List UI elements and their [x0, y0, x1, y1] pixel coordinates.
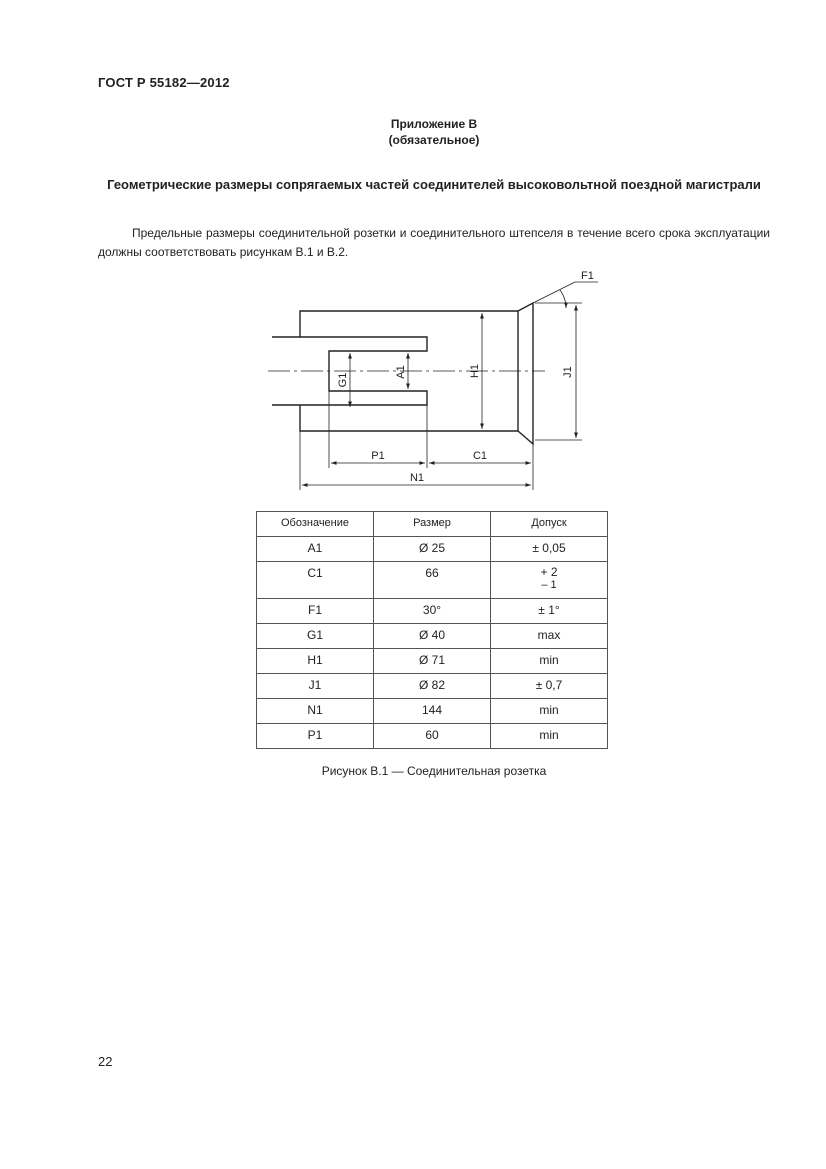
dimensions-table-wrap: [256, 511, 608, 749]
cell-tolerance: max: [491, 624, 608, 649]
label-a1: A1: [395, 365, 407, 379]
page-number: 22: [98, 1054, 113, 1069]
table-row: [257, 649, 608, 674]
appendix-status: (обязательное): [388, 133, 480, 147]
label-f1: F1: [581, 270, 594, 282]
cell-designation: J1: [257, 674, 374, 699]
cell-designation: F1: [257, 599, 374, 624]
cell-tolerance: ± 0,7: [491, 674, 608, 699]
cell-tolerance: [491, 562, 608, 599]
cell-size: Ø 71: [374, 649, 491, 674]
cell-designation: N1: [257, 699, 374, 724]
label-j1: J1: [562, 366, 574, 378]
cell-designation: A1: [257, 537, 374, 562]
tolerance-lower: – 1: [541, 579, 557, 591]
cell-size: 30°: [374, 599, 491, 624]
table-row: [257, 724, 608, 749]
header-size: Размер: [374, 512, 491, 537]
cell-tolerance: ± 0,05: [491, 537, 608, 562]
table-row: [257, 562, 608, 599]
table-row: [257, 537, 608, 562]
appendix-title: Приложение В: [390, 117, 478, 131]
table-row: [257, 699, 608, 724]
table-row: [257, 624, 608, 649]
label-h1: H1: [469, 363, 481, 379]
table-header-row: [257, 512, 608, 537]
label-g1: G1: [337, 372, 349, 388]
cell-designation: C1: [257, 562, 374, 599]
cell-tolerance: ± 1°: [491, 599, 608, 624]
document-header: ГОСТ Р 55182—2012: [98, 75, 230, 90]
section-heading: Геометрические размеры сопрягаемых частей соединителей высоковольтной поездной магистрали: [107, 177, 761, 192]
cell-tolerance: min: [491, 699, 608, 724]
header-designation: Обозначение: [257, 512, 374, 537]
cell-size: Ø 40: [374, 624, 491, 649]
cell-size: 60: [374, 724, 491, 749]
label-n1: N1: [409, 472, 425, 484]
cell-size: Ø 82: [374, 674, 491, 699]
label-c1: C1: [472, 450, 488, 462]
table-row: [257, 674, 608, 699]
cell-designation: G1: [257, 624, 374, 649]
dimensions-table: [256, 511, 608, 749]
cell-size: Ø 25: [374, 537, 491, 562]
tolerance-upper: + 2: [540, 565, 558, 579]
cell-size: 66: [374, 562, 491, 599]
figure-caption: Рисунок В.1 — Соединительная розетка: [321, 764, 547, 778]
label-p1: P1: [371, 450, 385, 462]
cell-designation: P1: [257, 724, 374, 749]
cell-size: 144: [374, 699, 491, 724]
dimension-labels: [337, 270, 594, 484]
header-tolerance: Допуск: [491, 512, 608, 537]
cell-tolerance: min: [491, 649, 608, 674]
table-row: [257, 599, 608, 624]
cell-designation: H1: [257, 649, 374, 674]
body-paragraph: Предельные размеры соединительной розетки и соединительного штепселя в течение всего срока эксплуатации должны соответствовать рисункам В.1 и В.2.: [98, 226, 770, 259]
cell-tolerance: min: [491, 724, 608, 749]
